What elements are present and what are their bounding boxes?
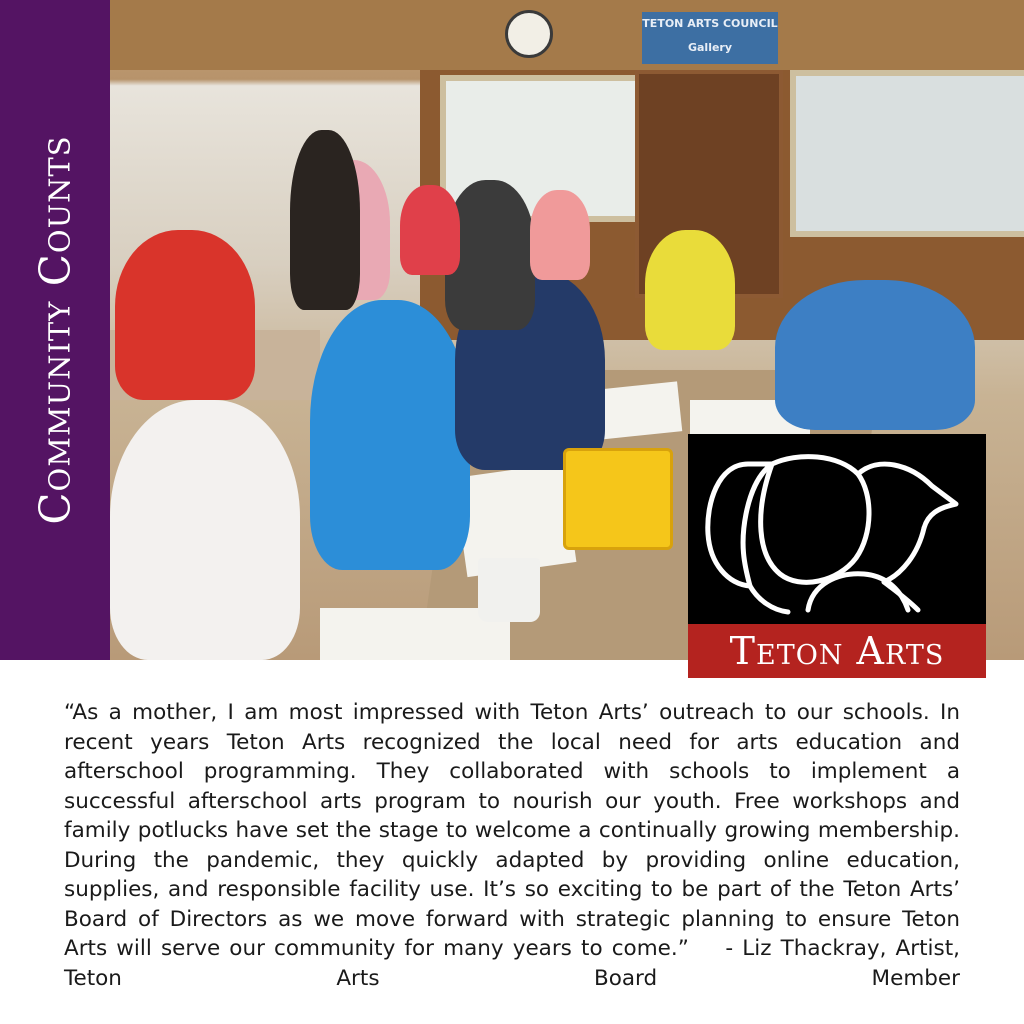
photo-window-right	[790, 70, 1024, 237]
quote-text: “As a mother, I am most impressed with Teton Arts’ outreach to our schools. In recent years Teton Arts recognized the local need for arts education and afterschool programming. They collaborated with schools to implement a successful afterschool arts program to nourish our youth. Free workshops and family potlucks have set the stage to welcome a continually growing membership. During the pandemic, they quickly adapted by providing online education, supplies, and responsible facility use. It’s so exciting to be part of the Teton Arts’ Board of Directors as we move forward with strategic planning to ensure Teton Arts will serve our community for many years to come.”	[64, 700, 960, 961]
photo-ceiling	[110, 0, 1024, 70]
teton-arts-logo	[688, 434, 986, 678]
photo-yellow-bin	[563, 448, 673, 550]
testimonial-quote	[64, 698, 960, 993]
photo-child	[400, 185, 460, 275]
logo-wordmark: Teton Arts	[688, 624, 986, 678]
photo-adult	[290, 130, 360, 310]
photo-child	[645, 230, 735, 350]
quote-attribution: - Liz Thackray, Artist, Teton Arts Board Member	[64, 936, 960, 991]
photo-child	[115, 230, 255, 400]
clock-icon	[505, 10, 553, 58]
bison-logo-icon	[688, 434, 986, 624]
photo-child	[310, 300, 470, 570]
sidebar-title: Community Counts	[30, 135, 80, 525]
sidebar-banner	[0, 0, 110, 660]
photo-child	[775, 280, 975, 430]
gallery-sign: TETON ARTS COUNCIL Gallery	[642, 12, 778, 64]
photo-paint-cup	[478, 558, 540, 622]
photo-child	[530, 190, 590, 280]
photo-child	[110, 400, 300, 660]
